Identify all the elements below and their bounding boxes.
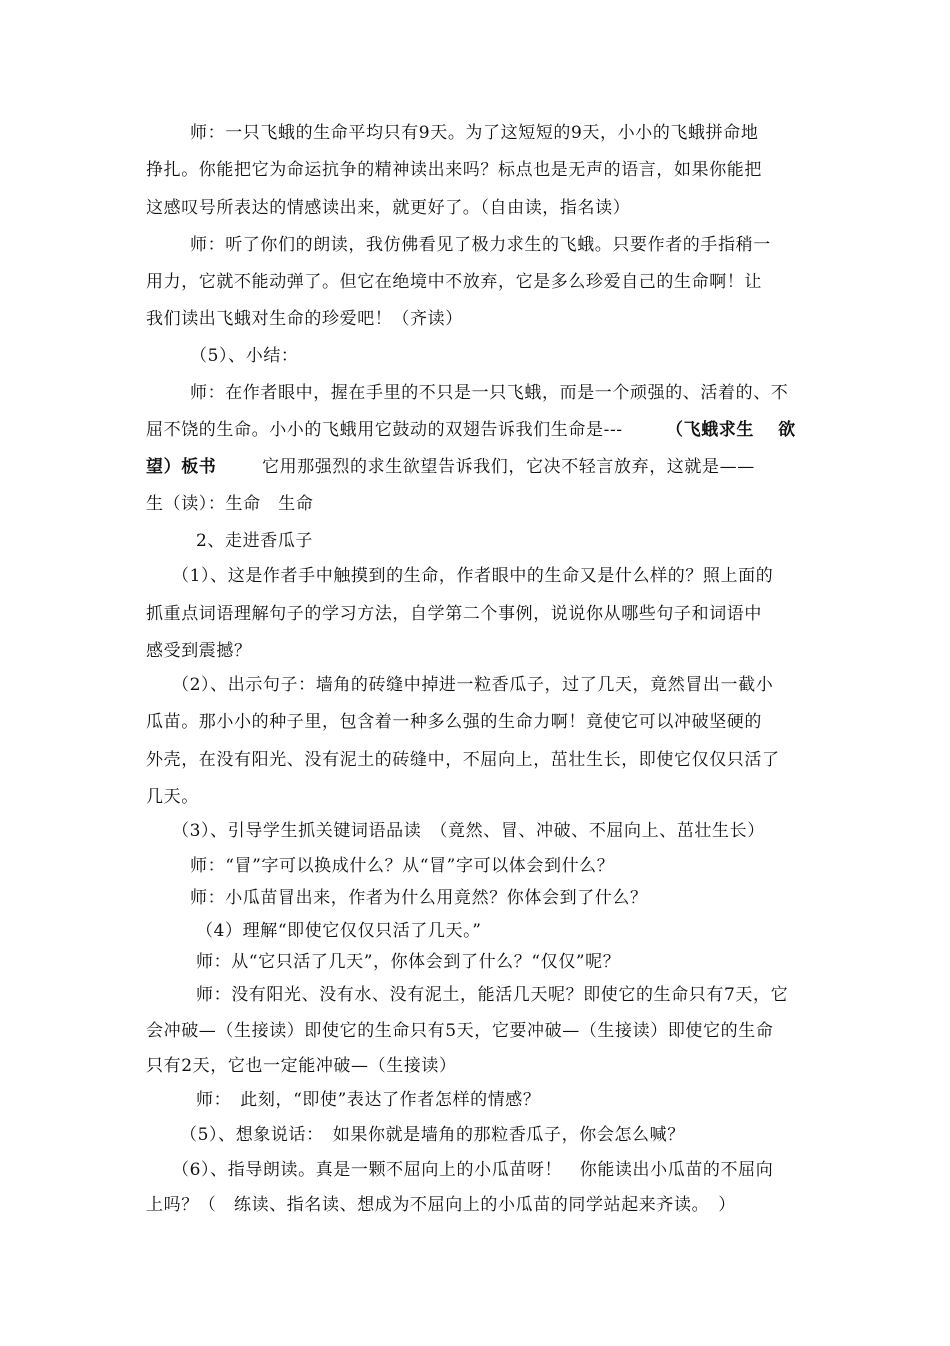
paragraph-line: 师：一只飞蛾的生命平均只有9天。为了这短短的9天，小小的飞蛾拼命地 — [190, 123, 759, 143]
paragraph-line: 屈不饶的生命。小小的飞蛾用它鼓动的双翅告诉我们生命是--- — [146, 420, 623, 440]
paragraph-line: 上吗？（ 练读、指名读、想成为不屈向上的小瓜苗的同学站起来齐读。 ） — [146, 1195, 736, 1215]
paragraph-line: 这感叹号所表达的情感读出来，就更好了。（自由读，指名读） — [146, 198, 631, 218]
paragraph-line: （5）、想象说话： 如果你就是墙角的那粒香瓜子，你会怎么喊？ — [180, 1125, 685, 1145]
paragraph-line: 师：在作者眼中，握在手里的不只是一只飞蛾，而是一个顽强的、活着的、不 — [190, 383, 789, 403]
paragraph-line: 生（读）：生命 生命 — [146, 494, 314, 514]
paragraph-line: （1）、这是作者手中触摸到的生命，作者眼中的生命又是什么样的？照上面的 — [172, 566, 774, 586]
paragraph-line: 我们读出飞蛾对生命的珍爱吧！（齐读） — [146, 309, 463, 329]
blackboard-note: （飞蛾求生 欲 — [666, 420, 796, 440]
paragraph-line: 瓜苗。那小小的种子里，包含着一种多么强的生命力啊！竟使它可以冲破坚硬的 — [146, 712, 762, 732]
paragraph-line: （3）、引导学生抓关键词语品读 （竟然、冒、冲破、不屈向上、茁壮生长） — [172, 821, 765, 841]
paragraph-line: 师：小瓜苗冒出来，作者为什么用竟然？你体会到了什么？ — [190, 888, 648, 908]
section-heading: （5）、小结： — [190, 346, 299, 366]
paragraph-line: （2）、出示句子：墙角的砖缝中掉进一粒香瓜子，过了几天，竟然冒出一截小 — [172, 675, 774, 695]
paragraph-line: 感受到震撼？ — [146, 641, 252, 661]
section-heading: 2、走进香瓜子 — [196, 531, 314, 551]
paragraph-line: 抓重点词语理解句子的学习方法，自学第二个事例，说说你从哪些句子和词语中 — [146, 604, 762, 624]
blackboard-note: 望）板书 — [146, 457, 217, 477]
paragraph-line: 它用那强烈的求生欲望告诉我们，它决不轻言放弃，这就是—— — [262, 457, 755, 477]
paragraph-line: （6）、指导朗读。真是一颗不屈向上的小瓜苗呀！ 你能读出小瓜苗的不屈向 — [172, 1160, 774, 1180]
paragraph-line: 外壳，在没有阳光、没有泥土的砖缝中，不屈向上，茁壮生长，即使它仅仅只活了 — [146, 750, 780, 770]
paragraph-line: 师：“冒”字可以换成什么？从“冒”字可以体会到什么？ — [190, 856, 615, 876]
paragraph-line: （4）理解“即使它仅仅只活了几天。” — [196, 921, 482, 941]
paragraph-line: 用力，它就不能动弹了。但它在绝境中不放弃，它是多么珍爱自己的生命啊！让 — [146, 272, 762, 292]
paragraph-line: 只有2天，它也一定能冲破—（生接读） — [146, 1056, 457, 1076]
paragraph-line: 师：听了你们的朗读，我仿佛看见了极力求生的飞蛾。只要作者的手指稍一 — [190, 235, 771, 255]
paragraph-line: 挣扎。你能把它为命运抗争的精神读出来吗？标点也是无声的语言，如果你能把 — [146, 160, 762, 180]
paragraph-line: 几天。 — [146, 787, 199, 807]
paragraph-line: 会冲破—（生接读）即使它的生命只有5天，它要冲破—（生接读）即使它的生命 — [146, 1021, 774, 1041]
paragraph-line: 师： 此刻，“即使”表达了作者怎样的情感？ — [196, 1090, 541, 1110]
paragraph-line: 师：没有阳光、没有水、没有泥土，能活几天呢？即使它的生命只有7天，它 — [196, 985, 789, 1005]
paragraph-line: 师：从“它只活了几天”，你体会到了什么？“仅仅”呢？ — [196, 952, 621, 972]
